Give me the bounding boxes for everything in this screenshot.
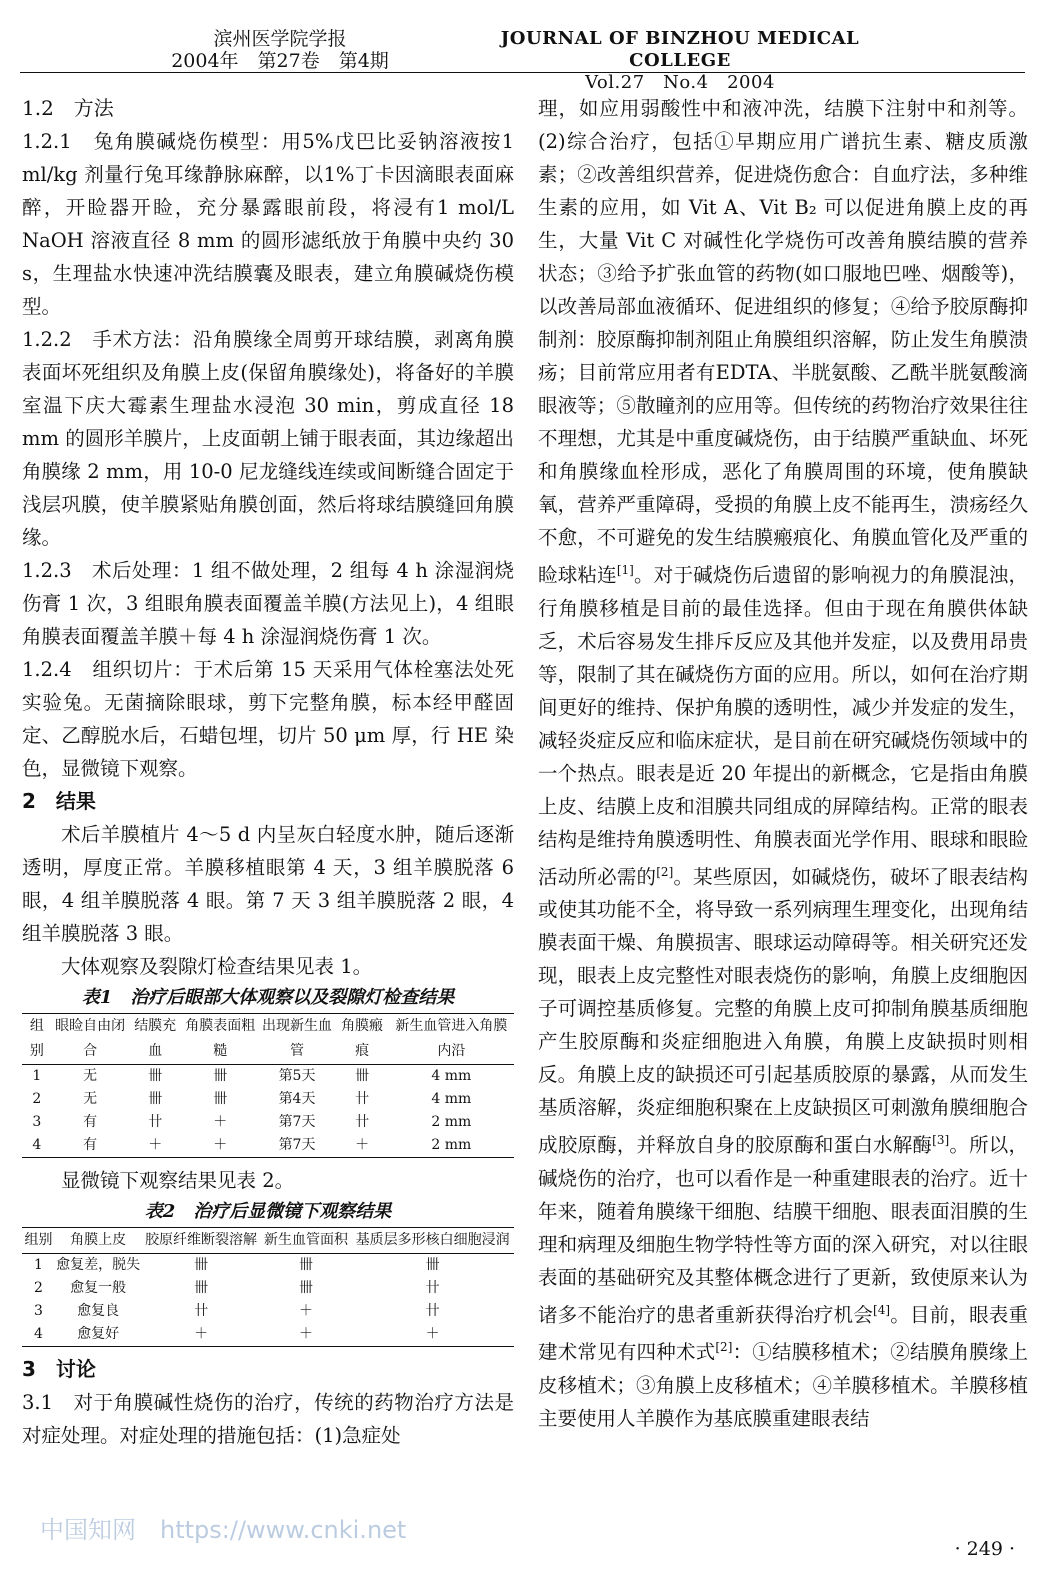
t2-cell: 卄: [425, 1280, 440, 1296]
t2-cell: 愈复差，脱失: [56, 1257, 141, 1273]
paragraph-results-c: 显微镜下观察结果见表 2。: [61, 1169, 295, 1192]
t2-cell: 卌: [194, 1257, 209, 1273]
t1-header: 眼睑自由闭合: [52, 1014, 129, 1065]
t1-cell: 4: [22, 1134, 52, 1158]
paragraph-results-a: 术后羊膜植片 4～5 d 内呈灰白轻度水肿，随后逐渐透明，厚度正常。羊膜移植眼第 4 天，3 组羊膜脱落 6 眼，4 组羊膜脱落 4 眼。第 7 天 3 组羊膜脱落 2 眼，4 组羊膜脱落 3 眼。: [22, 823, 514, 945]
table-row: [22, 1065, 514, 1089]
t1-cell: 2 mm: [431, 1114, 472, 1130]
t2-cell: 卌: [194, 1280, 209, 1296]
journal-title-cn: [165, 28, 395, 72]
t1-header: 出现新生血管: [259, 1014, 336, 1065]
t1-cell: 有: [52, 1134, 129, 1158]
journal-issue-en: Vol.27 No.4 2004: [585, 72, 775, 93]
t1-cell: 卌: [213, 1068, 228, 1084]
t2-cell: 1: [34, 1257, 43, 1273]
t1-header: 结膜充血: [129, 1014, 182, 1065]
t2-header: 基质层多形核白细胞浸润: [351, 1228, 514, 1254]
t2-cell: 4: [22, 1323, 55, 1347]
t1-cell: 2 mm: [389, 1134, 514, 1158]
t1-cell: ＋: [182, 1134, 259, 1158]
table-2-caption: 表2 治疗后显微镜下观察结果: [144, 1201, 392, 1222]
t2-cell: 卌: [299, 1257, 314, 1273]
t2-header: 组别: [22, 1228, 55, 1254]
t2-cell: 愈复良: [77, 1303, 120, 1319]
t1-cell: 第4天: [278, 1091, 316, 1107]
t1-cell: 卌: [148, 1068, 163, 1084]
t1-cell: 2: [32, 1091, 42, 1107]
paragraph-1-2-4: 1.2.4 组织切片：于术后第 15 天采用气体栓塞法处死实验兔。无菌摘除眼球，剪下完整角膜，标本经甲醛固定、乙醇脱水后，石蜡包埋，切片 50 μm 厚，行 HE 染色，显微镜下观察。: [22, 658, 514, 780]
t1-cell: 卄: [355, 1091, 370, 1107]
section-1-2-heading: 1.2 方法: [22, 96, 114, 120]
section-2-heading: [22, 785, 514, 818]
discussion-text-3: 。某些原因，如碱烧伤，破坏了眼表结构或使其功能不全，将导致一系列病理生理变化，出现角结膜表面干燥、角膜损害、眼球运动障碍等。相关研究还发现，眼表上皮完整性对眼表烧伤的影响，角膜上皮细胞因子可调控基质修复。完整的角膜上皮可抑制角膜基质细胞产生胶原酶和炎症细胞进入角膜，角膜上皮缺损时则相反。角膜上皮的缺损还可引起基质胶原的暴露，从而发生基质溶解，炎症细胞积聚在上皮缺损区可刺激角膜细胞合成胶原酶，并释放自身的胶原酶和蛋白水解酶: [538, 865, 1028, 1157]
citation-ref: [3]: [932, 1133, 950, 1147]
t2-header: 新生血管面积: [261, 1228, 352, 1254]
citation-ref: [4]: [873, 1302, 891, 1317]
discussion-text-4: 。所以，碱烧伤的治疗，也可以看作是一种重建眼表的治疗。近十年来，随着角膜缘干细胞、结膜干细胞、眼表面泪膜的生理和病理及细胞生物学特性等方面的深入研究，对以往眼表面的基础研究及其整体概念进行了更新，致使原来认为诸多不能治疗的患者重新获得治疗机会: [538, 1133, 1028, 1326]
paragraph-1-2-3: 1.2.3 术后处理：1 组不做处理，2 组每 4 h 涂湿润烧伤膏 1 次，3 组眼角膜表面覆盖羊膜(方法见上)，4 组眼角膜表面覆盖羊膜＋每 4 h 涂湿润烧伤膏 1 次。: [22, 559, 514, 648]
t1-header: 组别: [22, 1014, 52, 1065]
t2-cell: 愈复一般: [70, 1280, 127, 1296]
section-3-title: 3 讨论: [22, 1357, 96, 1381]
t1-cell: 1: [32, 1068, 42, 1084]
t2-cell: 3: [34, 1303, 43, 1319]
t2-cell: 卄: [425, 1303, 440, 1319]
citation-ref: [2]: [715, 1340, 733, 1354]
table-row: [22, 1300, 514, 1323]
t1-cell: 第5天: [278, 1068, 316, 1084]
t1-cell: 卌: [355, 1068, 370, 1084]
t1-cell: 卄: [355, 1114, 370, 1130]
t1-header: 角膜瘢痕: [335, 1014, 388, 1065]
t2-cell: 卌: [425, 1257, 440, 1273]
t2-cell: ＋: [351, 1323, 514, 1347]
journal-name-en: JOURNAL OF BINZHOU MEDICAL COLLEGE: [500, 28, 860, 71]
table-2: [22, 1227, 514, 1347]
table-row: [22, 1277, 514, 1300]
t2-header: 角膜上皮: [55, 1228, 141, 1254]
journal-title-en: [470, 28, 890, 94]
section-3-heading: [22, 1353, 514, 1386]
cnki-watermark: 中国知网 https://www.cnki.net: [40, 1516, 407, 1544]
t2-cell: 愈复好: [55, 1323, 141, 1347]
t1-cell: 卌: [213, 1091, 228, 1107]
right-column: [538, 92, 1028, 1435]
t1-cell: 4 mm: [431, 1091, 472, 1107]
discussion-text-5: 。目前，眼表重建术常见有四种术式: [538, 1303, 1028, 1364]
table-1: [22, 1013, 514, 1158]
header-rule: [20, 72, 1025, 73]
t1-cell: 4 mm: [431, 1068, 472, 1084]
t1-cell: 卄: [148, 1114, 163, 1130]
paragraph-results-b: 大体观察及裂隙灯检查结果见表 1。: [61, 955, 373, 978]
t2-cell: 卄: [194, 1303, 209, 1319]
t1-cell: 无: [83, 1068, 98, 1084]
page-header: [0, 0, 1045, 93]
t2-cell: 卌: [299, 1280, 314, 1296]
t1-cell: 无: [83, 1091, 98, 1107]
discussion-text-6: ：①结膜移植术；②结膜角膜缘上皮移植术；③角膜上皮移植术；④羊膜移植术。羊膜移植主要使用人羊膜作为基底膜重建眼表结: [538, 1340, 1028, 1430]
t2-cell: 2: [34, 1280, 43, 1296]
t2-cell: ＋: [261, 1323, 352, 1347]
discussion-text-2: 。对于碱烧伤后遗留的影响视力的角膜混浊，行角膜移植是目前的最佳选择。但由于现在角膜供体缺乏，术后容易发生排斥反应及其他并发症，以及费用昂贵等，限制了其在碱烧伤方面的应用。所以，如何在治疗期间更好的维持、保护角膜的透明性，减少并发症的发生，减轻炎症反应和临床症状，是目前在研究碱烧伤领域中的一个热点。眼表是近 20 年提出的新概念，它是指由角膜上皮、结膜上皮和泪膜共同组成的屏障结构。正常的眼表结构是维持角膜透明性、角膜表面光学作用、眼球和眼睑活动所必需的: [538, 563, 1028, 888]
paragraph-discussion: [538, 92, 1028, 1435]
t1-cell: ＋: [213, 1114, 228, 1130]
t2-cell: ＋: [141, 1323, 260, 1347]
t1-cell: ＋: [129, 1134, 182, 1158]
t1-cell: 第7天: [259, 1134, 336, 1158]
left-column: [22, 92, 514, 1452]
table-row: [22, 1111, 514, 1134]
table-row: [22, 1134, 514, 1158]
citation-ref: [1]: [616, 563, 634, 577]
t1-cell: 第7天: [278, 1114, 316, 1130]
paragraph-1-2-2: 1.2.2 手术方法：沿角膜缘全周剪开球结膜，剥离角膜表面坏死组织及角膜上皮(保留角膜缘处)，将备好的羊膜室温下庆大霉素生理盐水浸泡 30 min，剪成直径 18 mm 的圆形羊膜片，上皮面朝上铺于眼表面，其边缘超出角膜缘 2 mm，用 10-0 尼龙缝线连续或间断缝合固定于浅层巩膜，使羊膜紧贴角膜创面，然后将球结膜缝回角膜缘。: [22, 328, 514, 549]
table-row: [22, 1088, 514, 1111]
t1-cell: 卌: [148, 1091, 163, 1107]
t2-cell: ＋: [299, 1303, 314, 1319]
table-row: [22, 1323, 514, 1347]
journal-name-cn: 滨州医学院学报: [213, 28, 347, 50]
paragraph-1-2-1: 1.2.1 兔角膜碱烧伤模型：用5%戊巴比妥钠溶液按1 ml/kg 剂量行兔耳缘静脉麻醉，以1%丁卡因滴眼表面麻醉，开睑器开睑，充分暴露眼前段，将浸有1 mol/L NaOH 溶液直径 8 mm 的圆形滤纸放于角膜中央约 30 s，生理盐水快速冲洗结膜囊及眼表，建立角膜碱烧伤模型。: [22, 130, 514, 318]
t1-cell: 有: [83, 1114, 98, 1130]
t1-header: 新生血管进入角膜内沿: [389, 1014, 514, 1065]
citation-ref: [2]: [656, 864, 674, 879]
page-number: · 249 ·: [954, 1538, 1015, 1560]
discussion-text-1: 理，如应用弱酸性中和液冲洗，结膜下注射中和剂等。(2)综合治疗，包括①早期应用广谱抗生素、糖皮质激素；②改善组织营养，促进烧伤愈合：自血疗法，多种维生素的应用，如 Vit A、Vit B₂ 可以促进角膜上皮的再生，大量 Vit C 对碱性化学烧伤可改善角膜结膜的营养状态；③给予扩张血管的药物(如口服地巴唑、烟酸等)，以改善局部血液循环、促进组织的修复；④给予胶原酶抑制剂：胶原酶抑制剂阻止角膜组织溶解，防止发生角膜溃疡；目前常应用者有EDTA、半胱氨酸、乙酰半胱氨酸滴眼液等；⑤散瞳剂的应用等。但传统的药物治疗效果往往不理想，尤其是中重度碱烧伤，由于结膜严重缺血、坏死和角膜缘血栓形成，恶化了角膜周围的环境，使角膜缺氧，营养严重障碍，受损的角膜上皮不能再生，溃疡经久不愈，不可避免的发生结膜瘢痕化、角膜血管化及严重的睑球粘连: [538, 97, 1028, 587]
journal-issue-cn: 2004年 第27卷 第4期: [171, 50, 389, 72]
t2-header: 胶原纤维断裂溶解: [141, 1228, 260, 1254]
table-row: [22, 1254, 514, 1278]
t1-cell: ＋: [335, 1134, 388, 1158]
t1-cell: 3: [32, 1114, 42, 1130]
paragraph-3-1: 3.1 对于角膜碱性烧伤的治疗，传统的药物治疗方法是对症处理。对症处理的措施包括：(1)急症处: [22, 1391, 514, 1447]
table-1-caption: 表1 治疗后眼部大体观察以及裂隙灯检查结果: [81, 987, 455, 1008]
t1-header: 角膜表面粗糙: [182, 1014, 259, 1065]
section-2-title: 2 结果: [22, 789, 96, 813]
